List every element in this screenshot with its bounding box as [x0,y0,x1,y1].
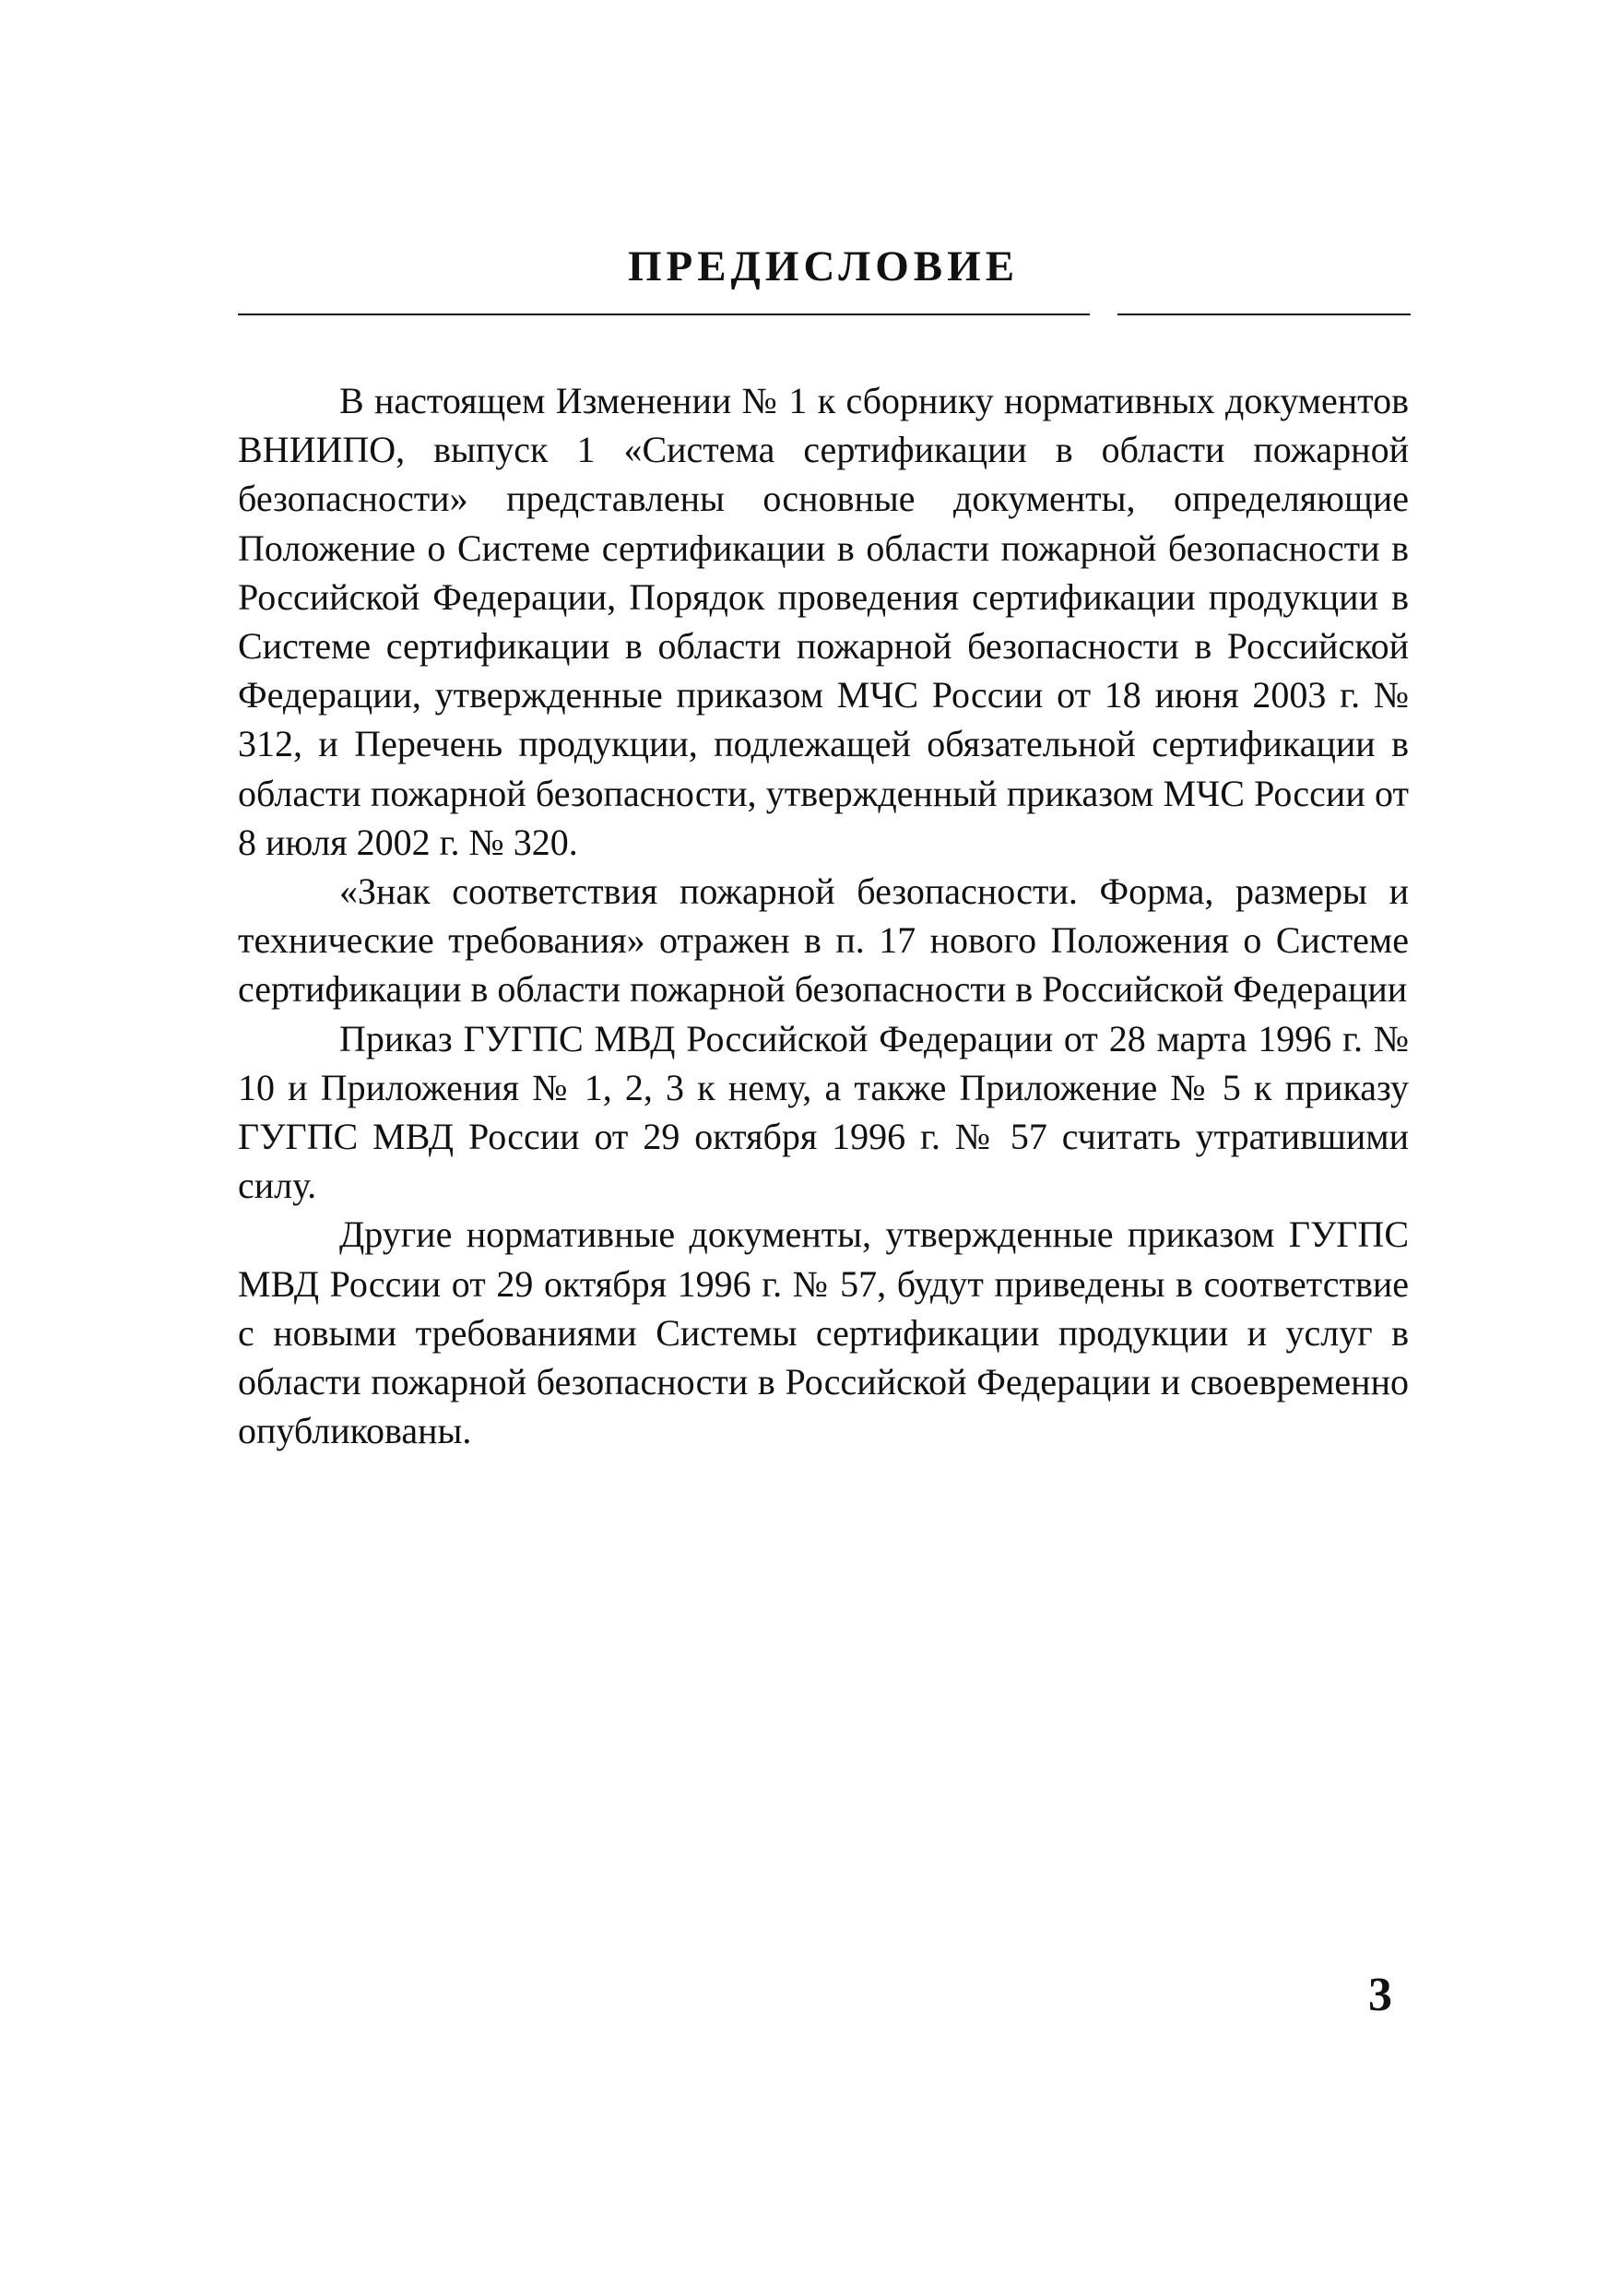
paragraph-1: В настоящем Изменении № 1 к сборнику нормативных документов ВНИИПО, выпуск 1 «Система сертификации в области пожарной безопасности» представлены основные документы, определяющие Положение о Системе сертификации в области пожарной безопасности в Российской Федерации, Порядок проведения сертификации продукции в Системе сертификации в области пожарной безопасности в Российской Федерации, утвержденные приказом МЧС России от 18 июня 2003 г. № 312, и Перечень продукции, подлежащей обязательной сертификации в области пожарной безопасности, утвержденный приказом МЧС России от 8 июля 2002 г. № 320. [238,380,1409,863]
paragraph-3: Приказ ГУГПС МВД Российской Федерации от 28 марта 1996 г. № 10 и Приложения № 1, 2, 3 к нему, а также Приложение № 5 к приказу ГУГПС МВД России от 29 октября 1996 г. № 57 считать утратившими силу. [238,1017,1409,1207]
title-underline-left [238,314,1090,315]
page-number: 3 [1368,1969,1392,2021]
preface-body [238,376,1409,1455]
page-title: ПРЕДИСЛОВИЕ [627,243,1020,290]
title-underline-right [1117,314,1411,315]
paragraph-2: «Знак соответствия пожарной безопасности. Форма, размеры и технические требования» отражен в п. 17 нового Положения о Системе сертификации в области пожарной безопасности в Российской Федерации [238,870,1409,1011]
paragraph-4: Другие нормативные документы, утвержденные приказом ГУГПС МВД России от 29 октября 1996 г. № 57, будут приведены в соответствие с новыми требованиями Системы сертификации продукции и услуг в области пожарной безопасности в Российской Федерации и своевременно опубликованы. [238,1213,1409,1452]
